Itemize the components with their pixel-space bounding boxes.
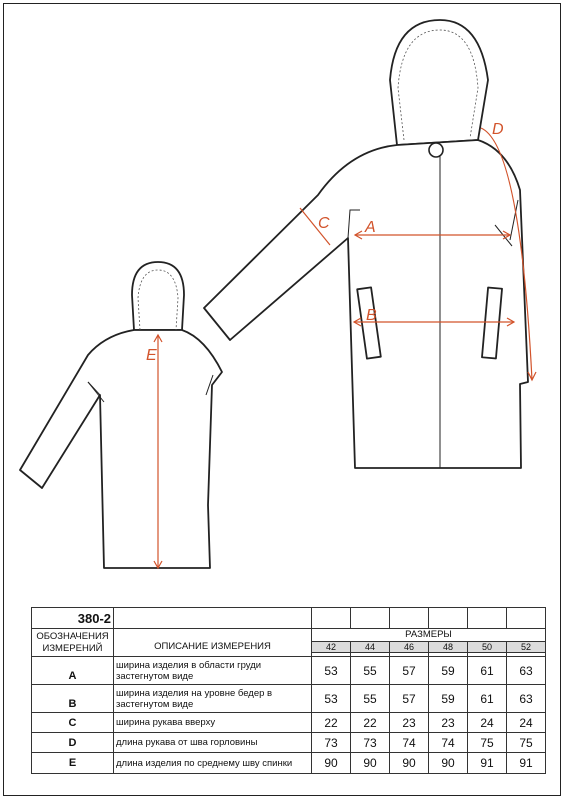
size-table	[31, 607, 546, 774]
cell-value: 75	[468, 733, 507, 753]
cell-value: 22	[312, 713, 351, 733]
back-view-coat	[20, 262, 222, 568]
row-code: A	[32, 657, 114, 685]
cell-value: 55	[351, 657, 390, 685]
mark-a: A	[365, 219, 376, 236]
row-description: ширина изделия на уровне бедер в застегнутом виде	[114, 685, 312, 713]
cell-value: 74	[429, 733, 468, 753]
mark-c: C	[318, 215, 330, 232]
row-description: длина изделия по среднему шву спинки	[114, 753, 312, 774]
back-hood	[132, 262, 184, 330]
table-row	[32, 713, 546, 733]
row-code: E	[32, 753, 114, 774]
table-row	[32, 753, 546, 774]
table-row	[32, 685, 546, 713]
size-44: 44	[351, 642, 390, 653]
model-row	[32, 608, 546, 629]
row-code: D	[32, 733, 114, 753]
cell-value: 73	[351, 733, 390, 753]
button-icon	[429, 143, 443, 157]
mark-b: B	[366, 307, 377, 324]
cell-value: 61	[468, 657, 507, 685]
row-code: B	[32, 685, 114, 713]
cell-value: 90	[312, 753, 351, 774]
cell-value: 90	[351, 753, 390, 774]
cell-value: 90	[429, 753, 468, 774]
cell-value: 63	[507, 685, 546, 713]
table-row	[32, 733, 546, 753]
cell-value: 23	[429, 713, 468, 733]
cell-value: 61	[468, 685, 507, 713]
mark-d: D	[492, 121, 504, 138]
row-description: ширина изделия в области груди застегнутом виде	[114, 657, 312, 685]
table-row	[32, 657, 546, 685]
row-description: длина рукава от шва горловины	[114, 733, 312, 753]
cell-value: 59	[429, 657, 468, 685]
cell-value: 73	[312, 733, 351, 753]
cell-value: 57	[390, 657, 429, 685]
cell-value: 75	[507, 733, 546, 753]
row-code: C	[32, 713, 114, 733]
size-48: 48	[429, 642, 468, 653]
back-body	[20, 330, 222, 568]
cell-value: 91	[507, 753, 546, 774]
cell-value: 23	[390, 713, 429, 733]
front-view-coat	[204, 20, 528, 468]
measurements-code-header: ОБОЗНАЧЕНИЯ ИЗМЕРЕНИЙ	[32, 629, 114, 657]
cell-value: 57	[390, 685, 429, 713]
cell-value: 91	[468, 753, 507, 774]
cell-value: 63	[507, 657, 546, 685]
cell-value: 24	[468, 713, 507, 733]
size-46: 46	[390, 642, 429, 653]
size-42: 42	[312, 642, 351, 653]
size-50: 50	[468, 642, 507, 653]
row-description: ширина рукава вверху	[114, 713, 312, 733]
model-number: 380-2	[32, 608, 114, 629]
cell-value: 55	[351, 685, 390, 713]
cell-value: 59	[429, 685, 468, 713]
cell-value: 22	[351, 713, 390, 733]
front-hood	[390, 20, 488, 145]
description-header: ОПИСАНИЕ ИЗМЕРЕНИЯ	[114, 629, 312, 657]
size-52: 52	[507, 642, 546, 653]
cell-value: 74	[390, 733, 429, 753]
header-row	[32, 629, 546, 642]
sizes-header: РАЗМЕРЫ	[312, 629, 546, 642]
cell-value: 90	[390, 753, 429, 774]
cell-value: 53	[312, 657, 351, 685]
cell-value: 53	[312, 685, 351, 713]
mark-e: E	[146, 347, 157, 364]
cell-value: 24	[507, 713, 546, 733]
